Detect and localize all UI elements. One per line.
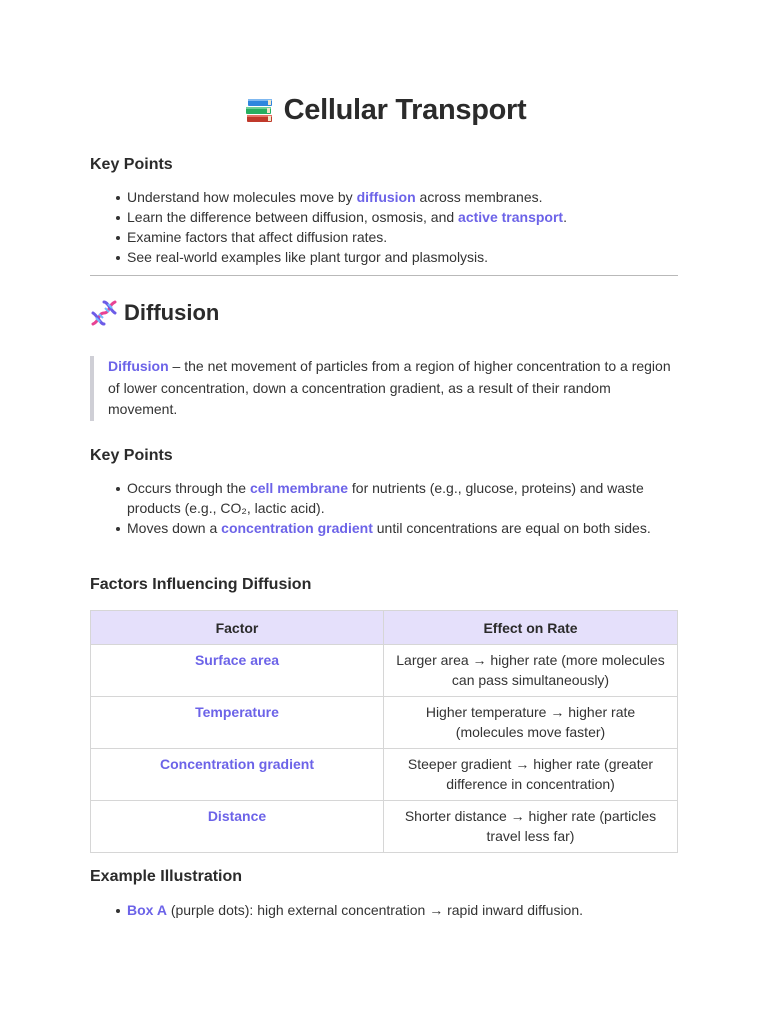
- diffusion-heading-row: [90, 299, 219, 327]
- factor-cell: Temperature: [91, 697, 384, 749]
- term-cell-membrane: cell membrane: [249, 480, 349, 496]
- term-active-transport: active transport: [458, 209, 564, 225]
- term-diffusion-definition: Diffusion: [108, 358, 169, 374]
- diffusion-key-points-heading: Key Points: [90, 447, 173, 464]
- table-row: [91, 697, 678, 749]
- term-box-a: Box A: [127, 902, 167, 918]
- example-list: [90, 900, 678, 920]
- section-divider: [90, 275, 678, 276]
- column-header-factor: Factor: [91, 611, 384, 645]
- factors-table: [90, 610, 678, 853]
- effect-cell: Larger area → higher rate (more molecules can pass simultaneously): [384, 645, 678, 697]
- list-item: See real-world examples like plant turgor and plasmolysis.: [127, 247, 567, 267]
- dna-icon: [90, 299, 118, 327]
- intro-key-points-heading: Key Points: [90, 156, 173, 173]
- page-title: Cellular Transport: [283, 93, 527, 126]
- table-row: [91, 749, 678, 801]
- list-item: Understand how molecules move by diffusion across membranes.: [127, 187, 567, 207]
- diffusion-key-points-list: [90, 478, 678, 538]
- term-concentration-gradient: concentration gradient: [221, 520, 373, 536]
- example-heading: Example Illustration: [90, 868, 243, 885]
- diffusion-definition: Diffusion – the net movement of particles from a region of higher concentration to a region of lower concentration, down a concentration gradient, as a result of their random movement.: [90, 356, 674, 421]
- factors-heading: Factors Influencing Diffusion: [90, 576, 312, 593]
- table-header-row: [91, 611, 678, 645]
- title-row: [90, 93, 678, 127]
- list-item: Examine factors that affect diffusion rates.: [127, 227, 567, 247]
- intro-key-points-list: [90, 187, 567, 267]
- factor-cell: Surface area: [91, 645, 384, 697]
- table-row: [91, 645, 678, 697]
- list-item: Learn the difference between diffusion, osmosis, and active transport.: [127, 209, 567, 225]
- effect-cell: Higher temperature → higher rate (molecules move faster): [384, 697, 678, 749]
- effect-cell: Shorter distance → higher rate (particles travel less far): [384, 801, 678, 853]
- factor-cell: Concentration gradient: [91, 749, 384, 801]
- column-header-effect: Effect on Rate: [384, 611, 678, 645]
- term-diffusion: diffusion: [356, 189, 416, 205]
- books-icon: [242, 93, 276, 127]
- effect-cell: Steeper gradient → higher rate (greater difference in concentration): [384, 749, 678, 801]
- list-item: Occurs through the cell membrane for nutrients (e.g., glucose, proteins) and waste products (e.g., CO₂, lactic acid).: [127, 478, 678, 518]
- diffusion-heading: Diffusion: [124, 300, 220, 325]
- table-row: [91, 801, 678, 853]
- factor-cell: Distance: [91, 801, 384, 853]
- list-item: Box A (purple dots): high external concentration → rapid inward diffusion.: [127, 900, 678, 920]
- list-item: Moves down a concentration gradient until concentrations are equal on both sides.: [127, 518, 678, 538]
